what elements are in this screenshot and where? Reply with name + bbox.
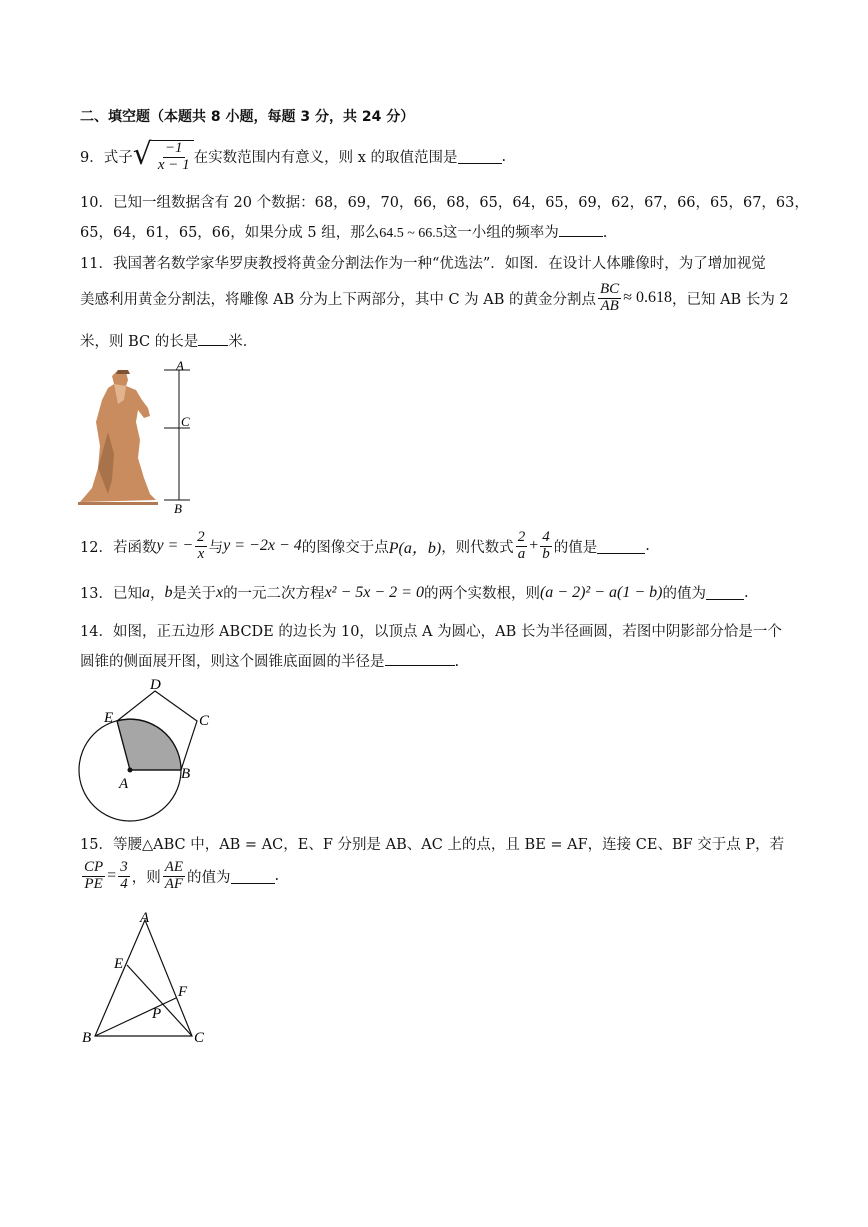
q12-mid: 与: [208, 539, 224, 556]
q12-expr2-numerator: 4: [542, 529, 550, 545]
q15-frac1-numerator: CP: [84, 859, 104, 875]
q13-answer-blank[interactable]: [706, 585, 744, 600]
q13-expression: (a − 2)² − a(1 − b): [539, 583, 663, 601]
q15-frac2-denominator: 4: [120, 875, 128, 892]
label-a: A: [176, 360, 184, 373]
q11-line-1: 11．我国著名数学家华罗庚教授将黄金分割法作为一种“优选法”．如图．在设计人体雕像时，为了增加视觉: [80, 256, 766, 272]
q11-fraction-numerator: BC: [600, 281, 620, 297]
q12-text-3: ，则代数式: [441, 539, 514, 556]
q15-tail: 的值为: [187, 869, 231, 886]
q11-text-d: 米．: [228, 334, 258, 350]
q13-comma: ，: [149, 586, 165, 602]
q12-func1-denominator: x: [197, 545, 205, 562]
statue-image: [78, 370, 158, 505]
label-a: A: [140, 910, 150, 926]
q15-triangle-figure: [80, 908, 210, 1048]
question-13: [80, 582, 749, 603]
q12-number: 12．若函数: [80, 539, 157, 556]
center-point: [128, 768, 133, 773]
q9-end: .: [501, 148, 507, 165]
q11-answer-blank[interactable]: [198, 331, 228, 346]
shaded-sector: [117, 719, 181, 770]
q12-text-2: 的图像交于点: [301, 539, 389, 556]
q14-answer-blank[interactable]: [385, 651, 455, 666]
q15-frac3-denominator: AF: [164, 875, 184, 892]
q10-range: 64.5 ~ 66.5: [379, 226, 443, 241]
q13-text-4: 的值为: [662, 586, 706, 602]
q11-text-b: ，已知 AB 长为 2: [671, 291, 789, 308]
q13-text-1: 是关于: [172, 586, 216, 602]
q12-expr1-numerator: 2: [517, 529, 526, 545]
q12-point: P(a，b): [388, 539, 442, 557]
q15-answer-blank[interactable]: [231, 869, 275, 884]
q9-answer-blank[interactable]: [458, 149, 502, 164]
q9-radical: [132, 137, 194, 174]
q11-approx: ≈ 0.618: [623, 289, 672, 307]
q12-func1-numerator: 2: [197, 529, 205, 545]
segment-bf: [95, 998, 176, 1036]
q10-end: .: [602, 225, 608, 241]
q11-text-c: 米，则 BC 的长是: [80, 334, 199, 350]
q15-frac2-numerator: 3: [120, 859, 128, 875]
label-e: E: [104, 710, 114, 726]
q14-text: 圆锥的侧面展开图，则这个圆锥底面圆的半径是: [80, 654, 385, 670]
q13-var-x: x: [215, 583, 224, 601]
q9-radicand-numerator: −1: [164, 140, 183, 156]
label-c: C: [181, 414, 190, 429]
q14-end: .: [454, 654, 460, 670]
q10-text-a: 65，64，61，65，66，如果分成 5 组，那么: [80, 225, 380, 241]
label-c: C: [194, 1030, 205, 1046]
q12-text-4: 的值是: [553, 539, 598, 556]
q10-line-1: 10．已知一组数据含有 20 个数据：68，69，70，66，68，65，64，65，69，62，67，66，65，67，63，: [80, 195, 809, 211]
label-d: D: [150, 677, 161, 693]
q14-line-2: [80, 650, 459, 671]
question-9: [80, 137, 507, 174]
q12-expr1-denominator: a: [517, 545, 526, 562]
segment-ab: [164, 370, 190, 500]
q15-line-2: [80, 860, 279, 893]
label-f: F: [178, 984, 188, 1000]
triangle-abc: [95, 920, 192, 1036]
question-12: [80, 530, 650, 563]
q10-text-b: 这一小组的频率为: [442, 225, 559, 241]
q12-end: .: [645, 538, 650, 555]
q11-statue-figure: [78, 360, 198, 515]
q11-fraction-denominator: AB: [600, 297, 619, 314]
q14-pentagon-figure: [75, 675, 225, 825]
q13-prefix: 13．已知: [80, 586, 142, 602]
q12-func2: y = −2x − 4: [223, 537, 302, 555]
q13-var-a: a: [141, 583, 150, 601]
label-p: P: [152, 1006, 162, 1022]
q15-end: .: [274, 868, 280, 885]
q9-suffix: 在实数范围内有意义，则 x 的取值范围是: [193, 150, 458, 167]
q12-plus: +: [529, 537, 539, 555]
q13-var-b: b: [164, 583, 173, 601]
q13-text-3: 的两个实数根，则: [423, 586, 540, 602]
q14-line-1: 14．如图，正五边形 ABCDE 的边长为 10，以顶点 A 为圆心，AB 长为半径画圆，若图中阴影部分恰是一个: [80, 624, 782, 640]
q13-equation: x² − 5x − 2 = 0: [324, 583, 424, 601]
label-a: A: [119, 776, 129, 792]
section-title: 二、填空题（本题共 8 小题，每题 3 分，共 24 分）: [80, 109, 415, 125]
q15-line-1: 15．等腰△ABC 中，AB = AC，E、F 分别是 AB、AC 上的点，且 BE = AF，连接 CE、BF 交于点 P，若: [80, 837, 785, 853]
label-b: B: [82, 1030, 92, 1046]
q15-frac1-denominator: PE: [84, 875, 103, 892]
q12-expr2-denominator: b: [542, 545, 550, 562]
segment-ce: [127, 965, 192, 1036]
q12-func1-lhs: y = −: [156, 537, 194, 555]
radical-sign-icon: √: [132, 137, 152, 172]
q15-equals: =: [107, 867, 117, 885]
label-e: E: [114, 956, 124, 972]
q9-radicand-denominator: x − 1: [157, 156, 190, 173]
q11-line-3: [80, 330, 257, 351]
label-c: C: [199, 713, 210, 729]
q9-prefix: 式子: [103, 150, 133, 167]
q9-number: 9．: [80, 150, 104, 167]
q10-line-2: [80, 221, 607, 242]
label-b: B: [181, 766, 191, 782]
q11-text-a: 美感利用黄金分割法，将雕像 AB 分为上下两部分，其中 C 为 AB 的黄金分割点: [80, 291, 597, 308]
q13-end: .: [743, 584, 749, 601]
label-b: B: [174, 501, 182, 515]
q15-frac3-numerator: AE: [164, 859, 184, 875]
q12-answer-blank[interactable]: [597, 539, 645, 554]
q10-answer-blank[interactable]: [559, 222, 603, 237]
q15-mid: ，则: [131, 869, 161, 886]
q13-text-2: 的一元二次方程: [223, 586, 325, 602]
q11-line-2: [80, 282, 789, 315]
